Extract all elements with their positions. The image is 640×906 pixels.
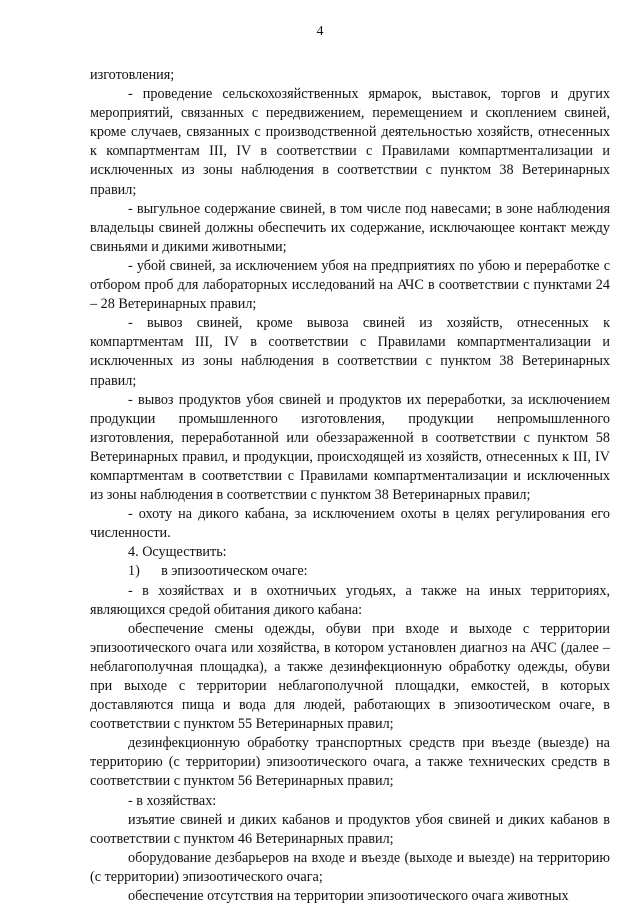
paragraph: - в хозяйствах: [128, 792, 217, 809]
page-number: 4 [316, 24, 324, 39]
document-body [90, 66, 610, 906]
paragraph: - вывоз свиней, кроме вывоза свиней из хозяйств, отнесенных к компартментам III, IV в соответствии с Правилами компартментализации и исключенных из зоны наблюдения в соответствии с пунктом 38 Ветеринарных правил; [90, 315, 610, 389]
paragraph: оборудование дезбарьеров на входе и въезде (выходе и выезде) на территорию (с территории) эпизоотического очага; [90, 849, 610, 885]
paragraph: дезинфекционную обработку транспортных средств при въезде (выезде) на территорию (с территории) эпизоотического очага, а также технических средств в соответствии с пунктом 56 Ветеринарных правил; [90, 735, 610, 790]
paragraph: - в хозяйствах и в охотничьих угодьях, а также на иных территориях, являющихся средой обитания дикого кабана: [90, 582, 610, 618]
subsection-heading: 1) в эпизоотическом очаге: [128, 563, 308, 580]
paragraph: обеспечение отсутствия на территории эпизоотического очага животных [128, 888, 569, 905]
paragraph: изготовления; [90, 67, 175, 83]
paragraph: - убой свиней, за исключением убоя на предприятиях по убою и переработке с отбором проб для лабораторных исследований на АЧС в соответствии с пунктами 24 – 28 Ветеринарных правил; [90, 257, 610, 313]
paragraph: - охоту на дикого кабана, за исключением охоты в целях регулирования его численности. [90, 506, 610, 542]
paragraph: - выгульное содержание свиней, в том числе под навесами; в зоне наблюдения владельцы свиней должны обеспечить их содержание, исключающее контакт между свиньями и дикими животными; [90, 200, 610, 255]
paragraph: - вывоз продуктов убоя свиней и продуктов их переработки, за исключением продукции промышленного изготовления, продукции непромышленного изготовления, переработанной или обеззараженной в соответствии с пунктом 58 Ветеринарных правил, и продукции, происходящей из хозяйств, отнесенных к III, IV компартментам в соответствии с Правилами компартментализации и исключенных из зоны наблюдения в соответствии с пунктом 38 Ветеринарных правил; [90, 391, 610, 504]
section-heading: 4. Осуществить: [128, 544, 227, 561]
paragraph: обеспечение смены одежды, обуви при входе и выходе с территории эпизоотического очага или хозяйства, в котором установлен диагноз на АЧС (далее – неблагополучная площадка), а также дезинфекционную обработку одежды, обуви при выходе с территории неблагополучной площадки, емкостей, в которых доставляются пища и вода для людей, работающих в эпизоотическом очаге, в соответствии с пунктом 55 Ветеринарных правил; [90, 620, 610, 733]
paragraph: изъятие свиней и диких кабанов и продуктов убоя свиней и диких кабанов в соответствии с пунктом 46 Ветеринарных правил; [90, 811, 610, 847]
paragraph: - проведение сельскохозяйственных ярмарок, выставок, торгов и других мероприятий, связанных с передвижением, перемещением и скоплением свиней, кроме случаев, связанных с производственной деятельностью хозяйств, отнесенных к компартментам III, IV в соответствии с Правилами компартментализации и исключенных из зоны наблюдения в соответствии с пунктом 38 Ветеринарных правил; [90, 86, 610, 198]
